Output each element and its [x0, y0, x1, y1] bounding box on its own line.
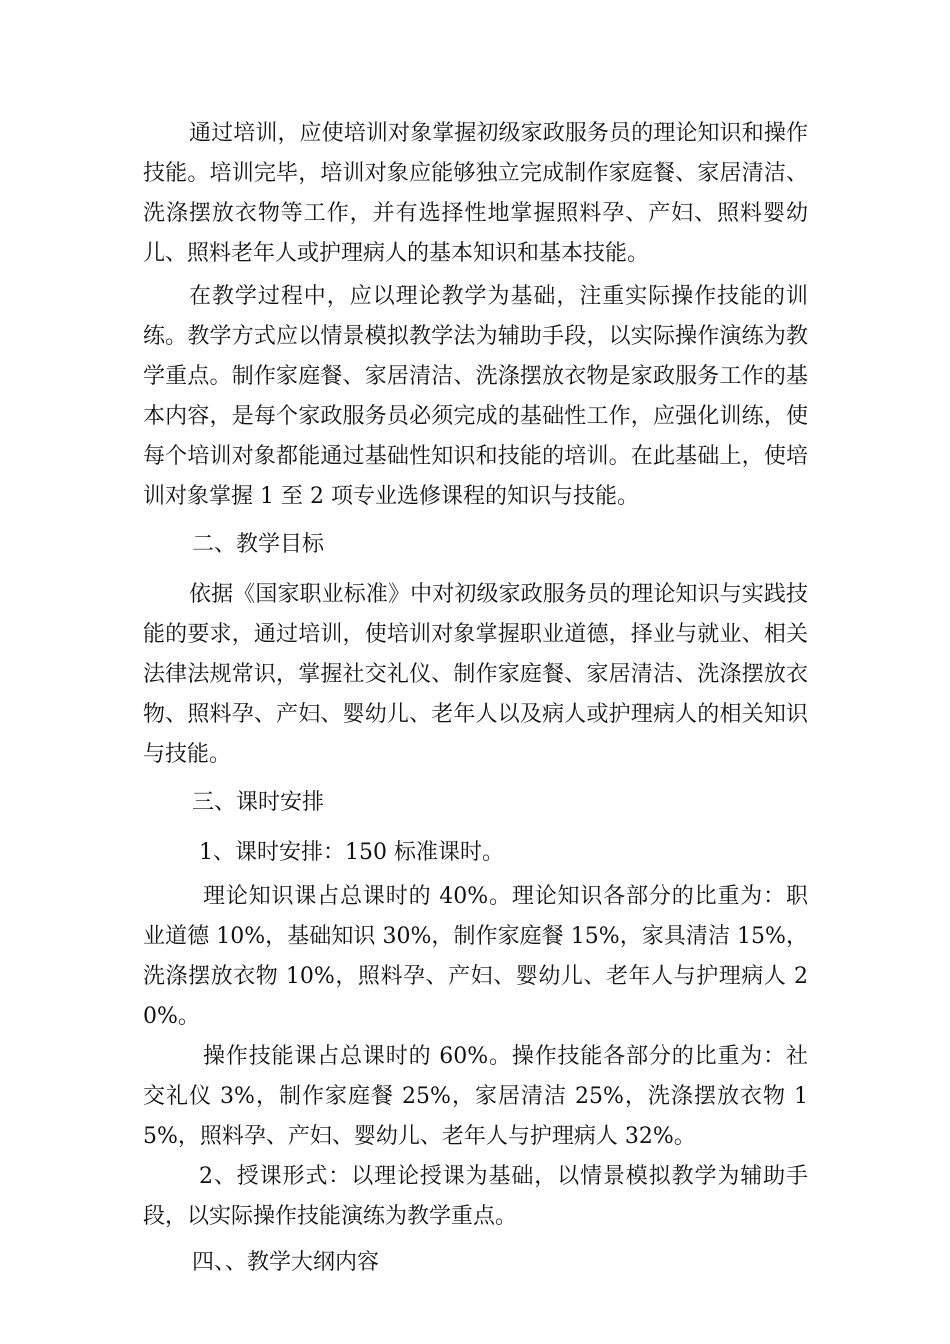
- section-heading-class-hours: 三、课时安排: [192, 790, 325, 815]
- paragraph-theory-ratio: 理论知识课占总课时的 40%。理论知识各部分的比重为：职业道德 10%，基础知识 30%，制作家庭餐 15%，家具清洁 15%，洗涤摆放衣物 10%，照料孕、产妇、婴幼儿、老年人与护理病人 20%。: [143, 884, 808, 1029]
- document-body: [143, 114, 808, 1283]
- paragraph-teaching-process: 在教学过程中，应以理论教学为基础，注重实际操作技能的训练。教学方式应以情景模拟教学法为辅助手段，以实际操作演练为教学重点。制作家庭餐、家居清洁、洗涤摆放衣物是家政服务工作的基本内容，是每个家政服务员必须完成的基础性工作，应强化训练，使每个培训对象都能通过基础性知识和技能的培训。在此基础上，使培训对象掌握 1 至 2 项专业选修课程的知识与技能。: [143, 284, 808, 509]
- section-heading-teaching-objectives: 二、教学目标: [192, 532, 325, 557]
- paragraph-skill-ratio: 操作技能课占总课时的 60%。操作技能各部分的比重为：社交礼仪 3%，制作家庭餐 25%，家居清洁 25%，洗涤摆放衣物 15%，照料孕、产妇、婴幼儿、老年人与护理病人 32%。: [143, 1044, 808, 1149]
- section-heading-syllabus: 四、、教学大纲内容: [192, 1250, 380, 1275]
- paragraph-class-hours: 1、课时安排：150 标准课时。: [199, 840, 504, 865]
- paragraph-teaching-form: 2、授课形式：以理论授课为基础，以情景模拟教学为辅助手段，以实际操作技能演练为教学重点。: [143, 1164, 808, 1229]
- paragraph-training-goal: 通过培训，应使培训对象掌握初级家政服务员的理论知识和操作技能。培训完毕，培训对象应能够独立完成制作家庭餐、家居清洁、洗涤摆放衣物等工作，并有选择性地掌握照料孕、产妇、照料婴幼儿、照料老年人或护理病人的基本知识和基本技能。: [143, 121, 808, 266]
- paragraph-objectives: 依据《国家职业标准》中对初级家政服务员的理论知识与实践技能的要求，通过培训，使培训对象掌握职业道德，择业与就业、相关法律法规常识，掌握社交礼仪、制作家庭餐、家居清洁、洗涤摆放衣物、照料孕、产妇、婴幼儿、老年人以及病人或护理病人的相关知识与技能。: [143, 582, 808, 767]
